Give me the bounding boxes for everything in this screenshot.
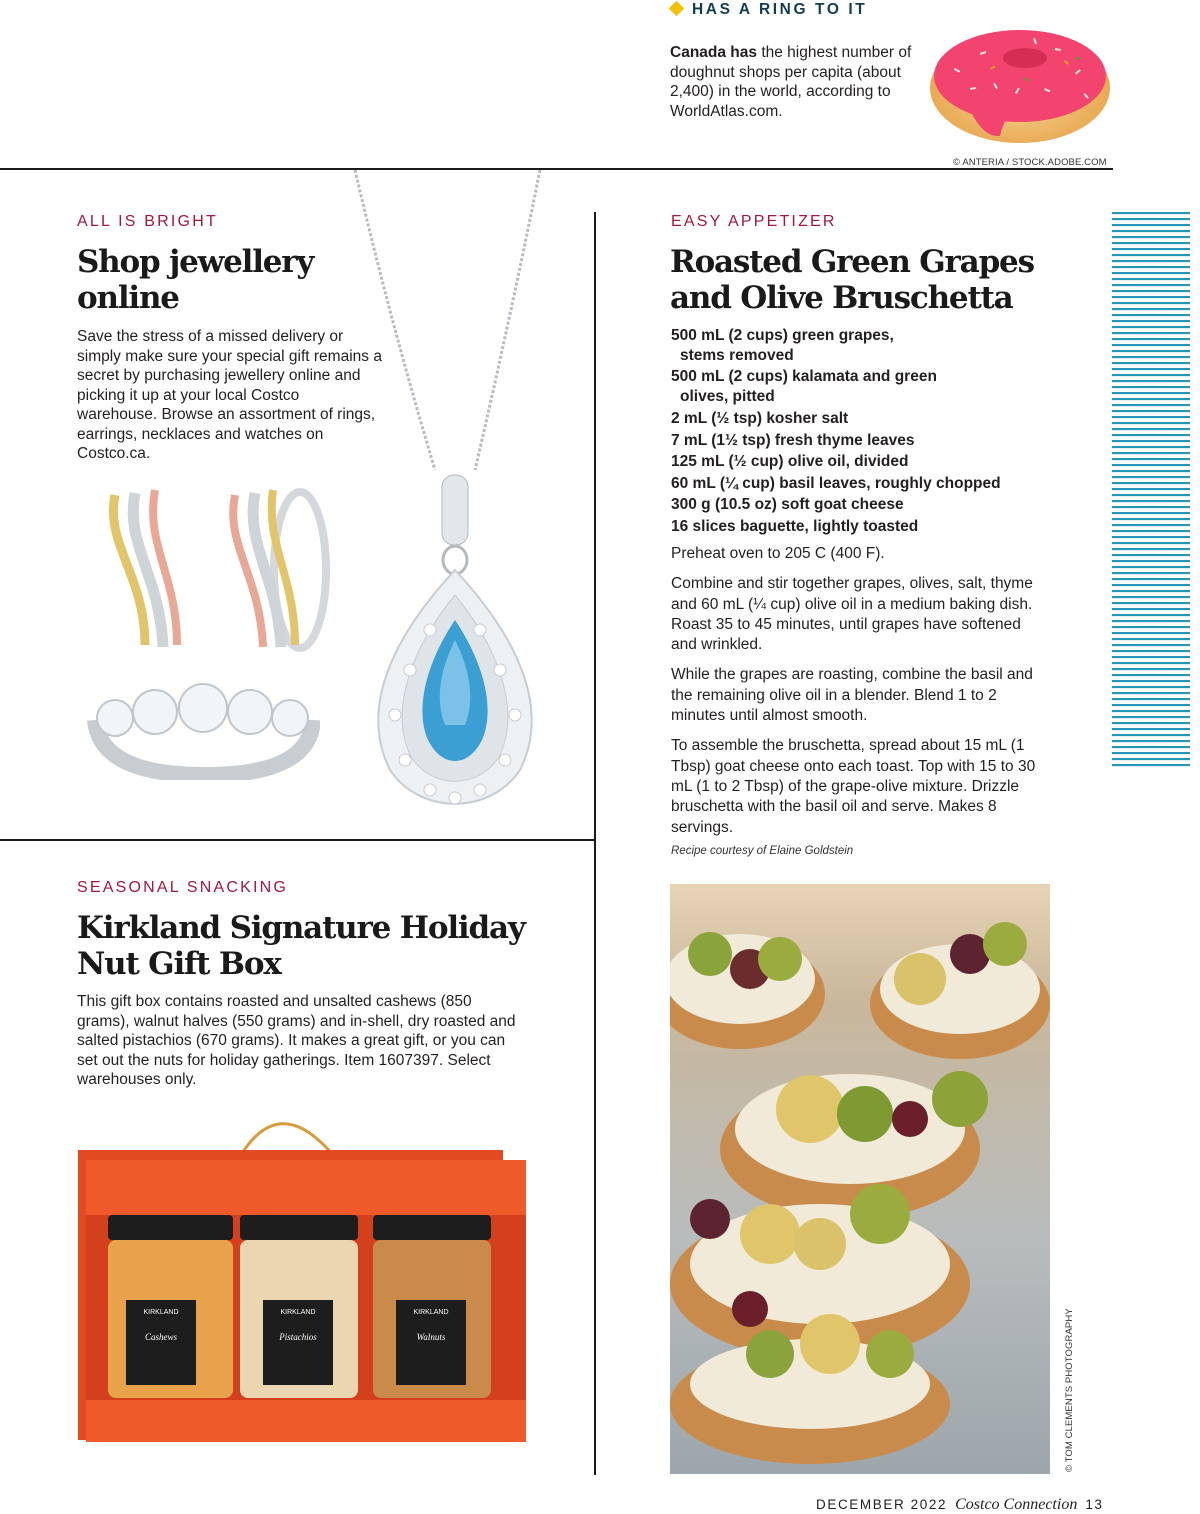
ingredient-list bbox=[671, 326, 1071, 537]
gift-box-icon bbox=[78, 1100, 538, 1445]
decorative-stripes bbox=[1112, 212, 1190, 768]
tip-kicker-row bbox=[671, 1, 867, 19]
svg-text:Cashews: Cashews bbox=[144, 1332, 178, 1342]
tip-body-bold: Canada has bbox=[670, 44, 758, 61]
ingredient-item: 125 mL (½ cup) olive oil, divided bbox=[671, 453, 909, 470]
recipe-kicker: EASY APPETIZER bbox=[671, 213, 837, 230]
necklace-image bbox=[350, 170, 570, 820]
diamond-ring-icon bbox=[85, 680, 320, 780]
recipe-step: While the grapes are roasting, combine the basil and the remaining olive oil in a blender. Blend 1 to 2 minutes until almost smooth. bbox=[671, 666, 1033, 725]
recipe-step: To assemble the bruschetta, spread about 15 mL (1 Tbsp) goat cheese onto each toast. Top with 15 to 30 mL (1 to 2 Tbsp) of the grape-olive mixture. Drizzle bruschetta with the basil oil and serve. Makes 8 servings. bbox=[671, 737, 1036, 836]
recipe-courtesy: Recipe courtesy of Elaine Goldstein bbox=[671, 845, 854, 857]
nuts-headline-line2: Nut Gift Box bbox=[77, 946, 281, 982]
svg-text:KIRKLAND: KIRKLAND bbox=[413, 1309, 449, 1316]
nuts-body: This gift box contains roasted and unsalted cashews (850 grams), walnut halves (550 grams) and in-shell, dry roasted and salted pistachios (670 grams). It makes a great gift, or you can set out the nuts for holiday gatherings. Item 1607397. Select warehouses only. bbox=[77, 993, 516, 1088]
bruschetta-icon bbox=[670, 884, 1050, 1474]
svg-text:KIRKLAND: KIRKLAND bbox=[143, 1309, 179, 1316]
jewellery-headline-line2: online bbox=[77, 280, 179, 316]
ingredient-item: 300 g (10.5 oz) soft goat cheese bbox=[671, 496, 904, 513]
svg-text:Walnuts: Walnuts bbox=[416, 1332, 446, 1342]
nut-gift-box-image bbox=[78, 1100, 538, 1445]
footer-magazine-name: Costco Connection bbox=[955, 1496, 1078, 1513]
ingredient-item: 60 mL (¼ cup) basil leaves, roughly chopped bbox=[671, 474, 1001, 492]
pendant-necklace-icon bbox=[350, 170, 570, 820]
ingredient-item: 16 slices baguette, lightly toasted bbox=[671, 517, 919, 535]
ingredient-item: 500 mL (2 cups) green grapes, stems removed bbox=[671, 327, 894, 364]
recipe-steps bbox=[671, 544, 1041, 848]
jewellery-headline-line1: Shop jewellery bbox=[77, 244, 314, 280]
tip-body-text: the highest number of doughnut shops per capita (about 2,400) in the world, according to WorldAtlas.com. bbox=[670, 44, 912, 120]
diamond-bullet-icon bbox=[669, 1, 685, 17]
recipe-headline bbox=[670, 244, 1034, 316]
nuts-headline bbox=[77, 910, 525, 982]
hoop-earrings-icon bbox=[105, 485, 335, 655]
jewellery-body: Save the stress of a missed delivery or simply make sure your special gift remains a secret by purchasing jewellery online and picking it up at your local Costco warehouse. Browse an assortment of rings, earrings, necklaces and watches on Costco.ca. bbox=[77, 328, 382, 462]
ingredient-item: 2 mL (½ tsp) kosher salt bbox=[671, 410, 849, 427]
ingredient-item: 500 mL (2 cups) kalamata and green olives, pitted bbox=[671, 368, 937, 405]
tip-body bbox=[670, 43, 915, 121]
tip-kicker: HAS A RING TO IT bbox=[692, 1, 868, 18]
jewellery-headline bbox=[77, 244, 313, 316]
bruschetta-photo bbox=[670, 884, 1050, 1474]
nuts-kicker: SEASONAL SNACKING bbox=[77, 879, 289, 896]
page-number: 13 bbox=[1085, 1497, 1104, 1512]
ring-image bbox=[85, 680, 320, 780]
page-footer bbox=[816, 1496, 1104, 1514]
earrings-image bbox=[105, 485, 335, 655]
ingredient-item: 7 mL (1½ tsp) fresh thyme leaves bbox=[671, 431, 915, 449]
doughnut-photo-credit: © ANTERIA / STOCK.ADOBE.COM bbox=[953, 157, 1107, 168]
svg-text:KIRKLAND: KIRKLAND bbox=[280, 1309, 316, 1316]
footer-issue: DECEMBER 2022 bbox=[816, 1497, 948, 1512]
doughnut-image bbox=[925, 18, 1115, 148]
recipe-step: Combine and stir together grapes, olives, salt, thyme and 60 mL (¼ cup) olive oil in a medium baking dish. Roast 35 to 45 minutes, until grapes have softened and wrinkled. bbox=[671, 575, 1033, 654]
doughnut-icon bbox=[925, 18, 1115, 148]
recipe-headline-line1: Roasted Green Grapes bbox=[670, 244, 1034, 280]
jewellery-kicker: ALL IS BRIGHT bbox=[77, 213, 218, 230]
bruschetta-photo-credit: © TOM CLEMENTS PHOTOGRAPHY bbox=[1064, 1308, 1075, 1472]
left-section-divider bbox=[0, 839, 596, 841]
column-divider bbox=[594, 212, 596, 1475]
nuts-headline-line1: Kirkland Signature Holiday bbox=[77, 910, 525, 946]
recipe-step: Preheat oven to 205 C (400 F). bbox=[671, 545, 885, 562]
svg-text:Pistachios: Pistachios bbox=[279, 1332, 317, 1342]
recipe-headline-line2: and Olive Bruschetta bbox=[670, 280, 1013, 316]
